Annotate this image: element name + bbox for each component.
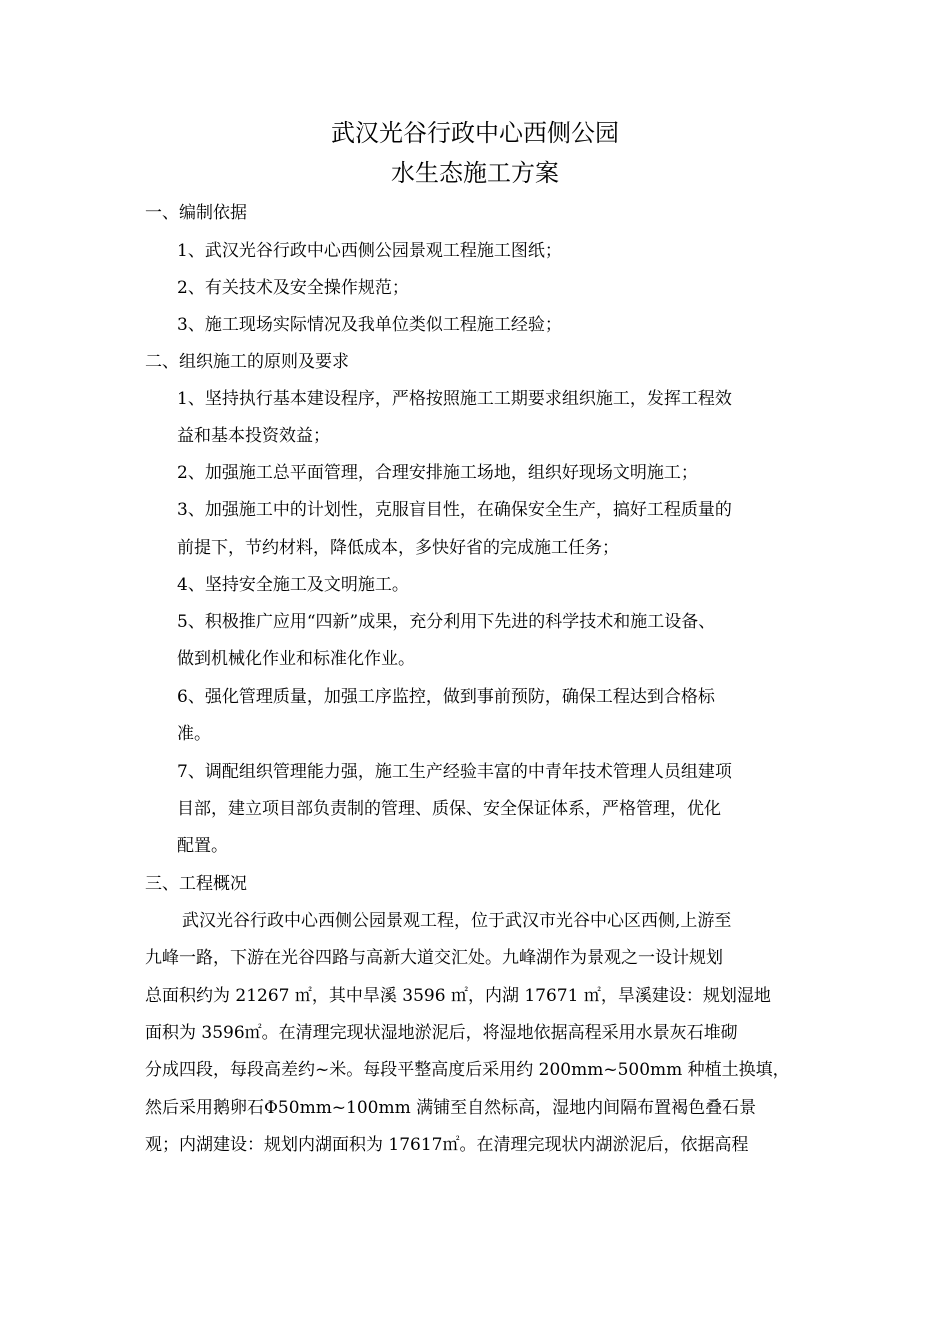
section2-line: 3、加强施工中的计划性，克服盲目性，在确保安全生产，搞好工程质量的: [177, 500, 732, 520]
section2-line: 做到机械化作业和标准化作业。: [177, 649, 415, 669]
section2-line: 配置。: [177, 836, 228, 856]
section2-line: 目部，建立项目部负责制的管理、质保、安全保证体系，严格管理，优化: [177, 799, 721, 819]
section2-line: 前提下，节约材料，降低成本，多快好省的完成施工任务；: [177, 538, 619, 558]
document-title-line1: 武汉光谷行政中心西侧公园: [331, 119, 619, 147]
section2-line: 1、坚持执行基本建设程序，严格按照施工工期要求组织施工，发挥工程效: [177, 389, 732, 409]
section1-item: 2、有关技术及安全操作规范；: [177, 278, 409, 298]
section3-line: 分成四段，每段高差约~米。每段平整高度后采用约 200mm~500mm 种植土换填，: [145, 1060, 790, 1080]
section2-line: 准。: [177, 724, 211, 744]
section3-line: 武汉光谷行政中心西侧公园景观工程，位于武汉市光谷中心区西侧,上游至: [182, 911, 732, 931]
section2-line: 7、调配组织管理能力强，施工生产经验丰富的中青年技术管理人员组建项: [177, 762, 732, 782]
section2-line: 益和基本投资效益；: [177, 426, 330, 446]
section3-line: 面积为 3596㎡。在清理完现状湿地淤泥后，将湿地依据高程采用水景灰石堆砌: [145, 1023, 738, 1043]
section2-line: 2、加强施工总平面管理，合理安排施工场地，组织好现场文明施工；: [177, 463, 698, 483]
section3-heading: 三、工程概况: [145, 874, 247, 894]
section3-line: 总面积约为 21267 ㎡，其中旱溪 3596 ㎡，内湖 17671 ㎡，旱溪建设：规划湿地: [145, 986, 771, 1006]
section1-heading: 一、编制依据: [145, 203, 247, 223]
section3-line: 九峰一路，下游在光谷四路与高新大道交汇处。九峰湖作为景观之一设计规划: [145, 948, 723, 968]
section2-line: 6、强化管理质量，加强工序监控，做到事前预防，确保工程达到合格标: [177, 687, 715, 707]
section1-item: 1、武汉光谷行政中心西侧公园景观工程施工图纸；: [177, 241, 562, 261]
section2-line: 5、积极推广应用“四新”成果，充分利用下先进的科学技术和施工设备、: [177, 612, 716, 632]
section2-heading: 二、组织施工的原则及要求: [145, 352, 349, 372]
document-title-line2: 水生态施工方案: [391, 159, 559, 187]
section3-line: 然后采用鹅卵石Φ50mm~100mm 满铺至自然标高，湿地内间隔布置褐色叠石景: [145, 1098, 757, 1118]
section2-line: 4、坚持安全施工及文明施工。: [177, 575, 409, 595]
section3-line: 观；内湖建设：规划内湖面积为 17617㎡。在清理完现状内湖淤泥后，依据高程: [145, 1135, 749, 1155]
section1-item: 3、施工现场实际情况及我单位类似工程施工经验；: [177, 315, 562, 335]
